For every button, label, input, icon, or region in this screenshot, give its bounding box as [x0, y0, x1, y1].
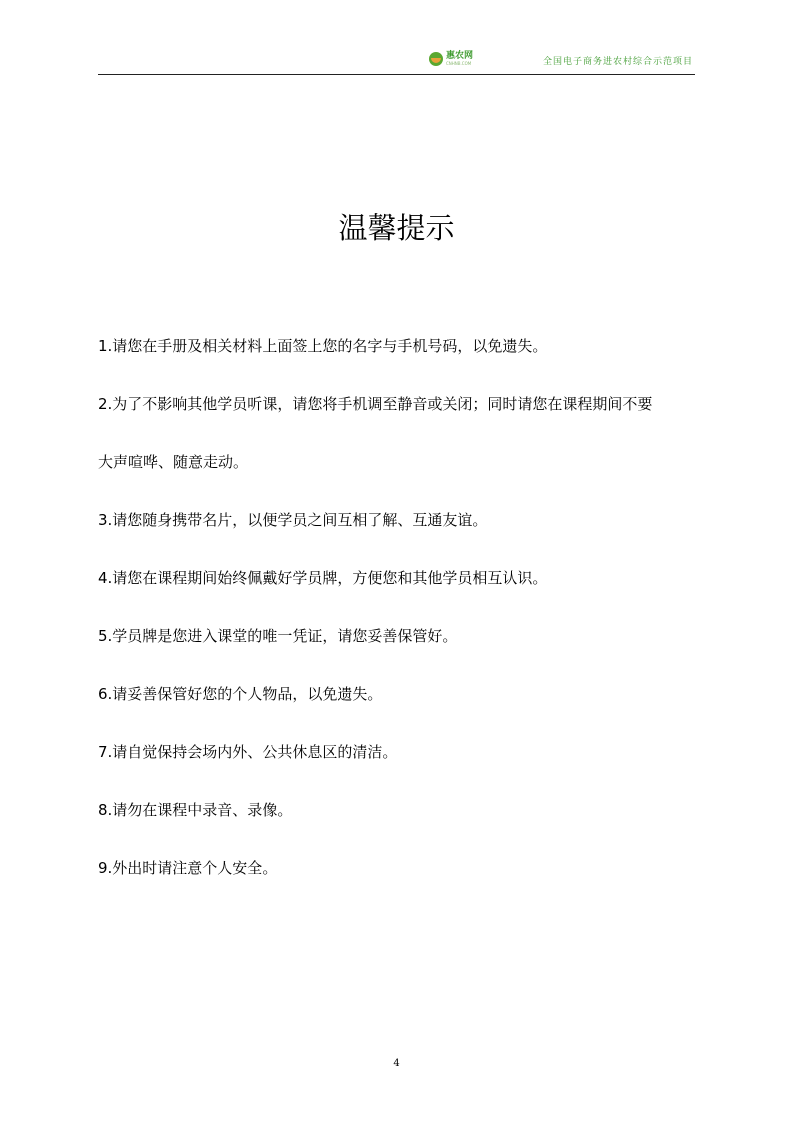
- notice-line: 2.为了不影响其他学员听课，请您将手机调至静音或关闭；同时请您在课程期间不要: [98, 395, 653, 413]
- notice-line: 4.请您在课程期间始终佩戴好学员牌，方便您和其他学员相互认识。: [98, 569, 548, 587]
- document-title: 温馨提示: [338, 211, 455, 245]
- notice-line: 1.请您在手册及相关材料上面签上您的名字与手机号码，以免遗失。: [98, 337, 548, 355]
- logo-name: 惠农网: [445, 51, 473, 61]
- brand-logo: [429, 52, 473, 66]
- notice-line: 3.请您随身携带名片，以便学员之间互相了解、互通友谊。: [98, 511, 488, 529]
- notice-line: 9.外出时请注意个人安全。: [98, 859, 278, 877]
- logo-subtitle: CNHNB.COM: [445, 61, 472, 66]
- notice-line: 大声喧哗、随意走动。: [98, 453, 249, 471]
- notice-line: 5.学员牌是您进入课堂的唯一凭证，请您妥善保管好。: [98, 627, 458, 645]
- leaf-icon: [429, 52, 443, 66]
- notice-line: 6.请妥善保管好您的个人物品，以免遗失。: [98, 685, 383, 703]
- notice-line: 8.请勿在课程中录音、录像。: [98, 801, 293, 819]
- page-header: [98, 48, 695, 75]
- header-title: 全国电子商务进农村综合示范项目: [542, 57, 693, 67]
- notice-line: 7.请自觉保持会场内外、公共休息区的清洁。: [98, 743, 398, 761]
- page-number: 4: [393, 1058, 400, 1069]
